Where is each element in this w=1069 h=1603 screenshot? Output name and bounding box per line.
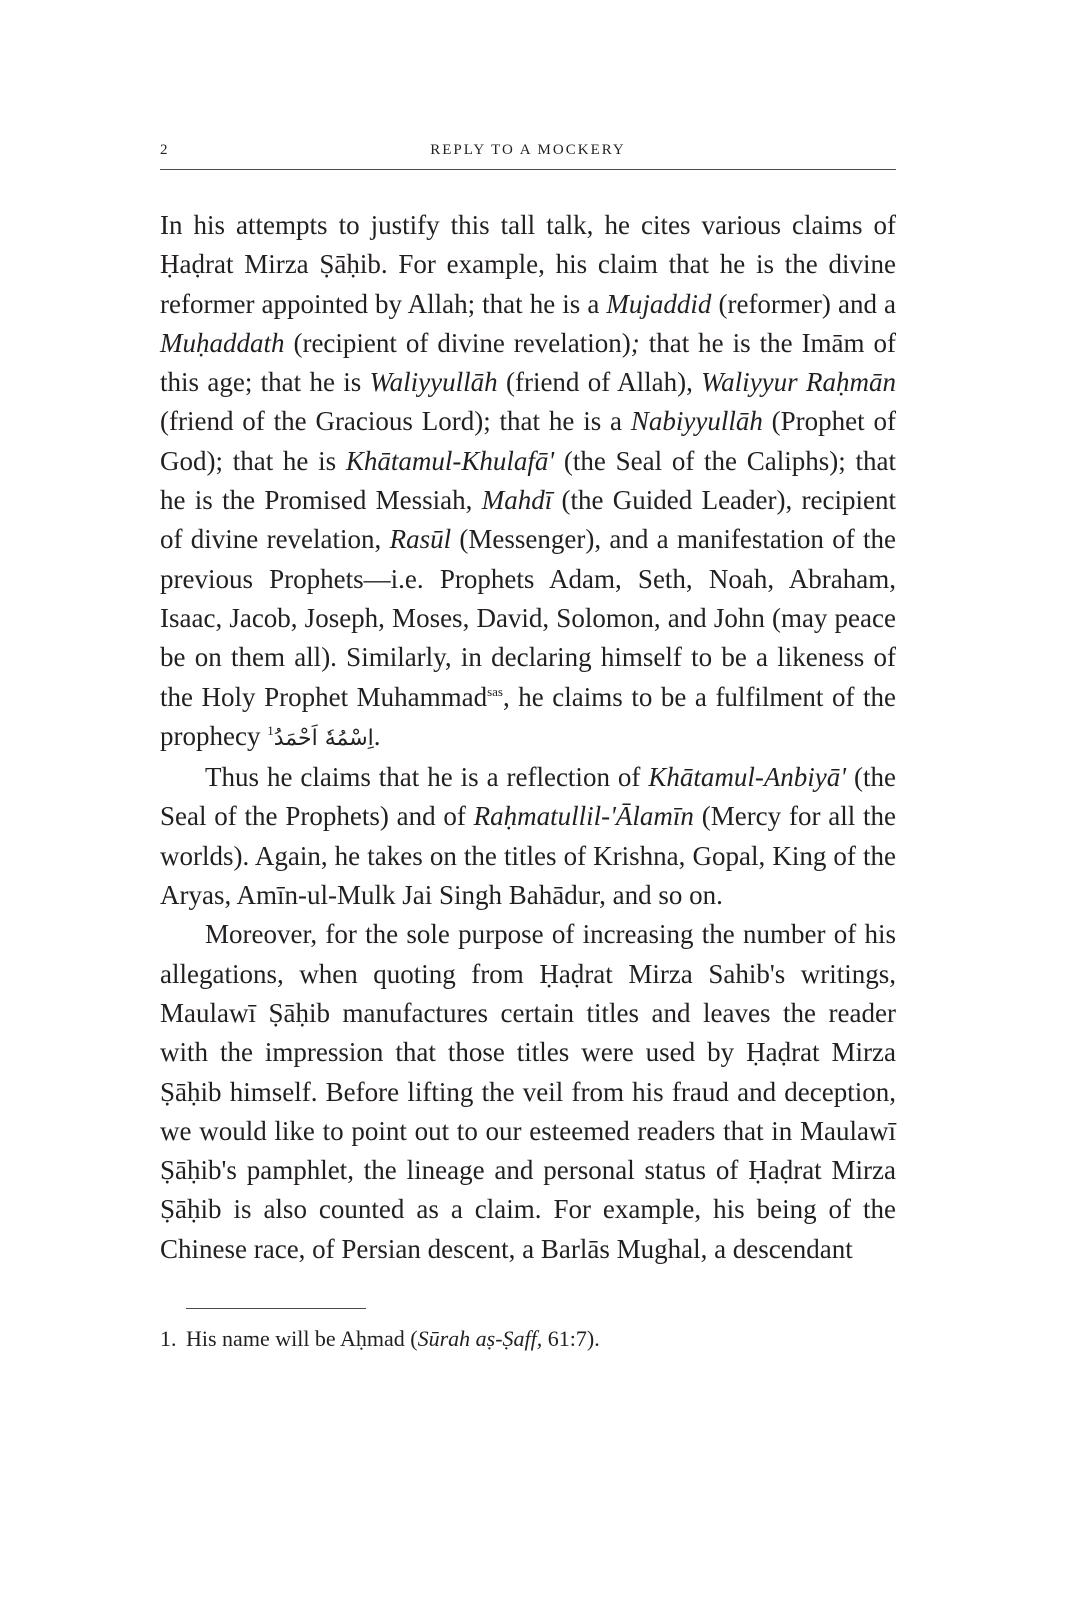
footnote-reference[interactable]: 1 <box>267 722 274 738</box>
paragraph-2: Thus he claims that he is a reflection of Khātamul-Anbiyā' (the Seal of the Prophets) and of Raḥmatullil-'Ālamīn (Mercy for all the worlds). Again, he takes on the titles of Krishna, Gopal, King of the Aryas, Amīn-ul-Mulk Jai Singh Bahādur, and so on. <box>160 762 896 911</box>
paragraph-3: Moreover, for the sole purpose of increasing the number of his allegations, when quoting from Ḥaḍrat Mirza Sahib's writings, Maulawī Ṣāḥib manufactures certain titles and leaves the reader with the impression that those titles were used by Ḥaḍrat Mirza Ṣāḥib himself. Before lifting the veil from his fraud and deception, we would like to point out to our esteemed readers that in Maulawī Ṣāḥib's pamphlet, the lineage and personal status of Ḥaḍrat Mirza Ṣāḥib is also counted as a claim. For example, his being of the Chinese race, of Persian descent, a Barlās Mughal, a descendant <box>160 919 896 1264</box>
paragraph-1: In his attempts to justify this tall talk, he cites various claims of Ḥaḍrat Mirza Ṣāḥib. For example, his claim that he is the divine reformer appointed by Allah; that he is a Mujaddid (reformer) and a Muḥaddath (recipient of divine revelation); that he is the Imām of this age; that he is Waliyyullāh (friend of Allah), Waliyyur Raḥmān (friend of the Gracious Lord); that he is a Nabiyyullāh (Prophet of God); that he is Khātamul-Khulafā' (the Seal of the Caliphs); that he is the Promised Messiah, Mahdī (the Guided Leader), recipient of divine revelation, Rasūl (Messenger), and a manifestation of the previous Prophets—i.e. Prophets Adam, Seth, Noah, Abraham, Isaac, Jacob, Joseph, Moses, David, Solomon, and John (may peace be on them all). Similarly, in declaring himself to be a likeness of the Holy Prophet Muhammad$^{sas}$, he claims to be a fulfilment of the prophecy $^1$اِسْمُهٗ اَحْمَدُ. <box>160 210 897 751</box>
footnote-number: 1. <box>160 1326 177 1351</box>
honorific-superscript: sas <box>487 683 503 699</box>
body-text <box>160 206 896 1269</box>
footnote-rule <box>186 1308 366 1309</box>
header-rule <box>160 169 896 170</box>
footnote: 1. His name will be Aḥmad (Sūrah aṣ-Ṣaff, 61:7). <box>160 1324 896 1354</box>
running-head: REPLY TO A MOCKERY <box>430 142 626 158</box>
page-number: 2 <box>160 142 169 158</box>
arabic-prophecy: اِسْمُهٗ اَحْمَدُ <box>273 725 374 751</box>
